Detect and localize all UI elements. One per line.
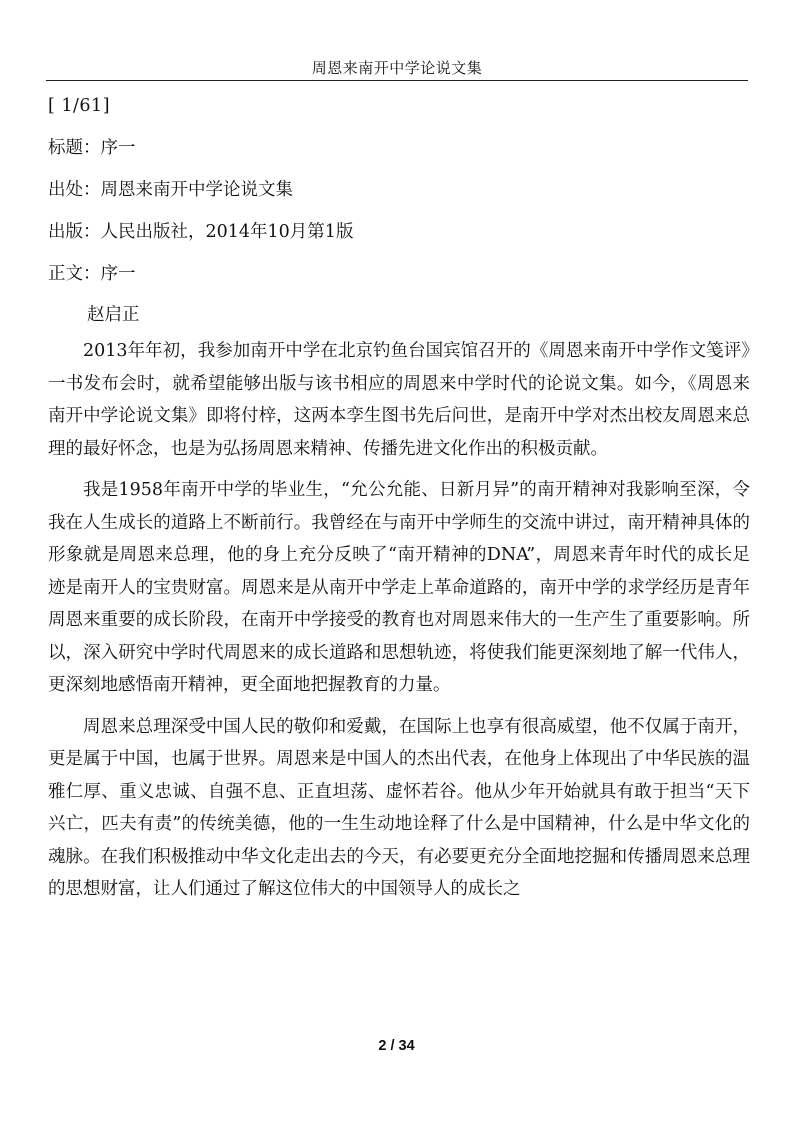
- page-number: 2 / 34: [378, 1038, 415, 1054]
- publisher-line: [48, 211, 750, 253]
- source-label: 出处：: [48, 180, 101, 200]
- publisher-label: 出版：: [48, 222, 101, 242]
- paragraph: 周恩来总理深受中国人民的敬仰和爱戴，在国际上也享有很高威望，他不仅属于南开，更是属于中国，也属于世界。周恩来是中国人的杰出代表，在他身上体现出了中华民族的温雅仁厚、重义忠诚、自强不息、正直坦荡、虚怀若谷。他从少年开始就具有敢于担当“天下兴亡，匹夫有责”的传统美德，他的一生生动地诠释了什么是中国精神，什么是中华文化的魂脉。在我们积极推动中华文化走出去的今天，有必要更充分全面地挖掘和传播周恩来总理的思想财富，让人们通过了解这位伟大的中国领导人的成长之: [48, 716, 750, 899]
- paragraph: 我是1958年南开中学的毕业生，“允公允能、日新月异”的南开精神对我影响至深，令我在人生成长的道路上不断前行。我曾经在与南开中学师生的交流中讲过，南开精神具体的形象就是周恩来总理，他的身上充分反映了“南开精神的DNA”，周恩来青年时代的成长足迹是南开人的宝贵财富。周恩来是从南开中学走上革命道路的，南开中学的求学经历是青年周恩来重要的成长阶段，在南开中学接受的教育也对周恩来伟大的一生产生了重要影响。所以，深入研究中学时代周恩来的成长道路和思想轨迹，将使我们能更深刻地了解一代伟人，更深刻地感悟南开精神，更全面地把握教育的力量。: [48, 480, 750, 695]
- running-header: 周恩来南开中学论说文集: [311, 59, 483, 77]
- body-label: 正文：: [48, 264, 101, 284]
- index-marker: [ 1/61]: [48, 96, 111, 116]
- author-name: 赵启正: [87, 305, 140, 325]
- title-value: 序一: [100, 138, 136, 158]
- paragraph: 2013年年初，我参加南开中学在北京钓鱼台国宾馆召开的《周恩来南开中学作文笺评》一书发布会时，就希望能够出版与该书相应的周恩来中学时代的论说文集。如今，《周恩来南开中学论说文集》即将付梓，这两本孪生图书先后问世，是南开中学对杰出校友周恩来总理的最好怀念，也是为弘扬周恩来精神、传播先进文化作出的积极贡献。: [48, 341, 750, 459]
- source-value: 周恩来南开中学论说文集: [100, 180, 293, 200]
- body-line: [48, 253, 750, 295]
- source-line: [48, 169, 750, 211]
- publisher-value: 人民出版社，2014年10月第1版: [100, 222, 354, 242]
- title-label: 标题：: [48, 138, 101, 158]
- title-line: [48, 127, 750, 169]
- document-body: [48, 85, 750, 915]
- body-value: 序一: [100, 264, 136, 284]
- header-rule: [46, 80, 748, 81]
